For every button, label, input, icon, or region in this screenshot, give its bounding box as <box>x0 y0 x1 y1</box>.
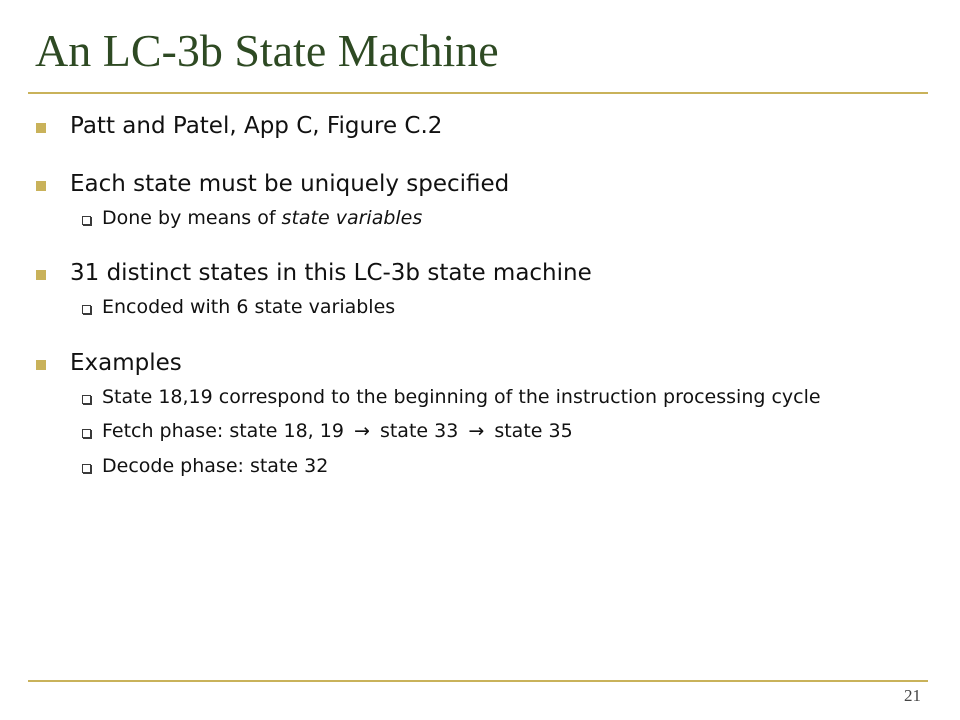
square-bullet-icon <box>36 360 46 370</box>
bullet-text: Patt and Patel, App C, Figure C.2 <box>70 113 443 139</box>
slide-title: An LC-3b State Machine <box>35 25 499 76</box>
subbullet-emphasis: state variables <box>281 206 423 229</box>
bullet-text: Examples <box>70 349 182 376</box>
hollow-square-bullet-icon <box>82 464 91 473</box>
fetch-phase-part1: Fetch phase: state 18, 19 <box>102 420 344 443</box>
fetch-phase-part3: state 35 <box>494 420 573 443</box>
page-number: 21 <box>904 686 921 705</box>
subbullet-text: Encoded with 6 state variables <box>102 296 396 319</box>
right-arrow-icon: → <box>353 420 370 443</box>
hollow-square-bullet-icon <box>82 216 91 225</box>
fetch-phase-part2: state 33 <box>379 420 459 443</box>
bullet-examples <box>36 349 916 379</box>
subbullet-fetch-phase <box>36 419 916 445</box>
right-arrow-icon: → <box>468 420 485 443</box>
subbullet-text: Decode phase: state 32 <box>102 455 329 478</box>
title-divider <box>28 92 928 94</box>
bullet-text: 31 distinct states in this LC-3b state machine <box>70 260 592 287</box>
square-bullet-icon <box>36 270 46 280</box>
subbullet-state-variables <box>36 206 916 232</box>
bullet-uniquely-specified <box>36 170 916 200</box>
subbullet-text-prefix: Done by means of <box>102 206 282 229</box>
subbullet-text: State 18,19 correspond to the beginning of the instruction processing cycle <box>102 385 821 408</box>
subbullet-decode-phase <box>36 454 916 480</box>
hollow-square-bullet-icon <box>82 395 91 404</box>
hollow-square-bullet-icon <box>82 429 91 438</box>
slide-content <box>36 112 916 480</box>
hollow-square-bullet-icon <box>82 305 91 314</box>
bullet-text: Each state must be uniquely specified <box>70 170 510 197</box>
square-bullet-icon <box>36 123 46 133</box>
square-bullet-icon <box>36 181 46 191</box>
subbullet-encoded <box>36 295 916 321</box>
footer-divider <box>28 680 928 682</box>
bullet-patt-patel <box>36 112 916 142</box>
bullet-31-states <box>36 259 916 289</box>
subbullet-state-18-19 <box>36 385 916 411</box>
